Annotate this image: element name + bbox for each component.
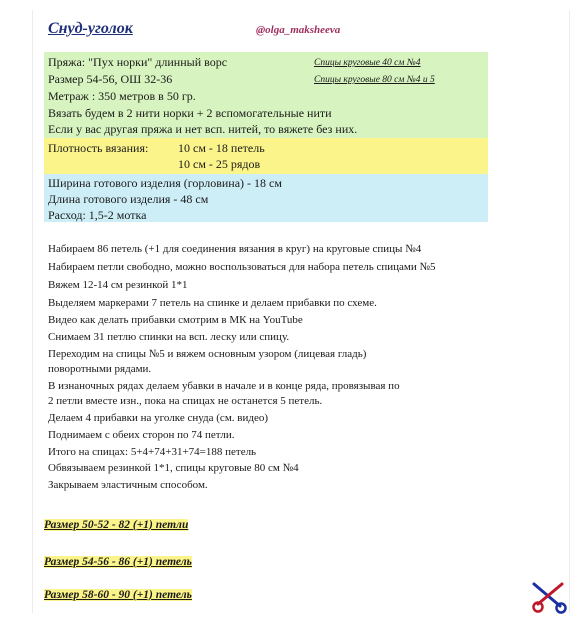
instruction-line: Переходим на спицы №5 и вяжем основным узором (лицевая гладь) [48,348,367,360]
instruction-line: Обвязываем резинкой 1*1, спицы круговые 80 см №4 [48,462,299,474]
instruction-line: Закрываем эластичным способом. [48,479,208,491]
instruction-line: Снимаем 31 петлю спинки на всп. леску или спицу. [48,331,290,343]
size-option: Размер 58-60 - 90 (+1) петель [44,589,192,601]
yarn-line: Если у вас другая пряжа и нет всп. нитей, то вяжете без них. [48,122,358,136]
yarn-line: Метраж : 350 метров в 50 гр. [48,89,196,103]
size-option: Размер 54-56 - 86 (+1) петель [44,556,192,568]
density-rows: 10 см - 25 рядов [178,157,261,171]
yarn-line: Пряжа: "Пух норки" длинный ворс [48,55,228,69]
scissors-icon [530,580,570,614]
instruction-line: Видео как делать прибавки смотрим в МК на YouTube [48,314,303,326]
size-line: Расход: 1,5-2 мотка [48,208,147,222]
density-stitches: 10 см - 18 петель [178,141,265,155]
instruction-line: Вяжем 12-14 см резинкой 1*1 [48,279,188,291]
instruction-line: Набираем петли свободно, можно воспользоваться для набора петель спицами №5 [48,261,436,273]
instruction-line: Делаем 4 прибавки на уголке снуда (см. видео) [48,412,268,424]
instruction-line: Итого на спицах: 5+4+74+31+74=188 петель [48,446,257,458]
instruction-line: 2 петли вместе изн., пока на спицах не останется 5 петель. [48,395,323,407]
size-line: Длина готового изделия - 48 см [48,192,209,206]
author-handle: @olga_maksheeva [256,24,341,36]
needle-spec: Спицы круговые 40 см №4 [314,58,421,68]
instruction-line: В изнаночных рядах делаем убавки в начале и в конце ряда, провязывая по [48,380,400,392]
density-label: Плотность вязания: [48,141,149,155]
yarn-line: Вязать будем в 2 нити норки + 2 вспомогательные нити [48,106,332,120]
yarn-line: Размер 54-56, ОШ 32-36 [48,72,173,86]
needle-spec: Спицы круговые 80 см №4 и 5 [314,75,435,85]
page-title: Снуд-уголок [48,20,133,37]
instruction-line: Выделяем маркерами 7 петель на спинке и делаем прибавки по схеме. [48,297,377,309]
size-option: Размер 50-52 - 82 (+1) петли [44,519,189,531]
size-line: Ширина готового изделия (горловина) - 18 см [48,176,282,190]
instruction-line: Набираем 86 петель (+1 для соединения вязания в круг) на круговые спицы №4 [48,243,422,255]
instruction-line: поворотными рядами. [48,363,152,375]
instruction-line: Поднимаем с обеих сторон по 74 петли. [48,429,235,441]
